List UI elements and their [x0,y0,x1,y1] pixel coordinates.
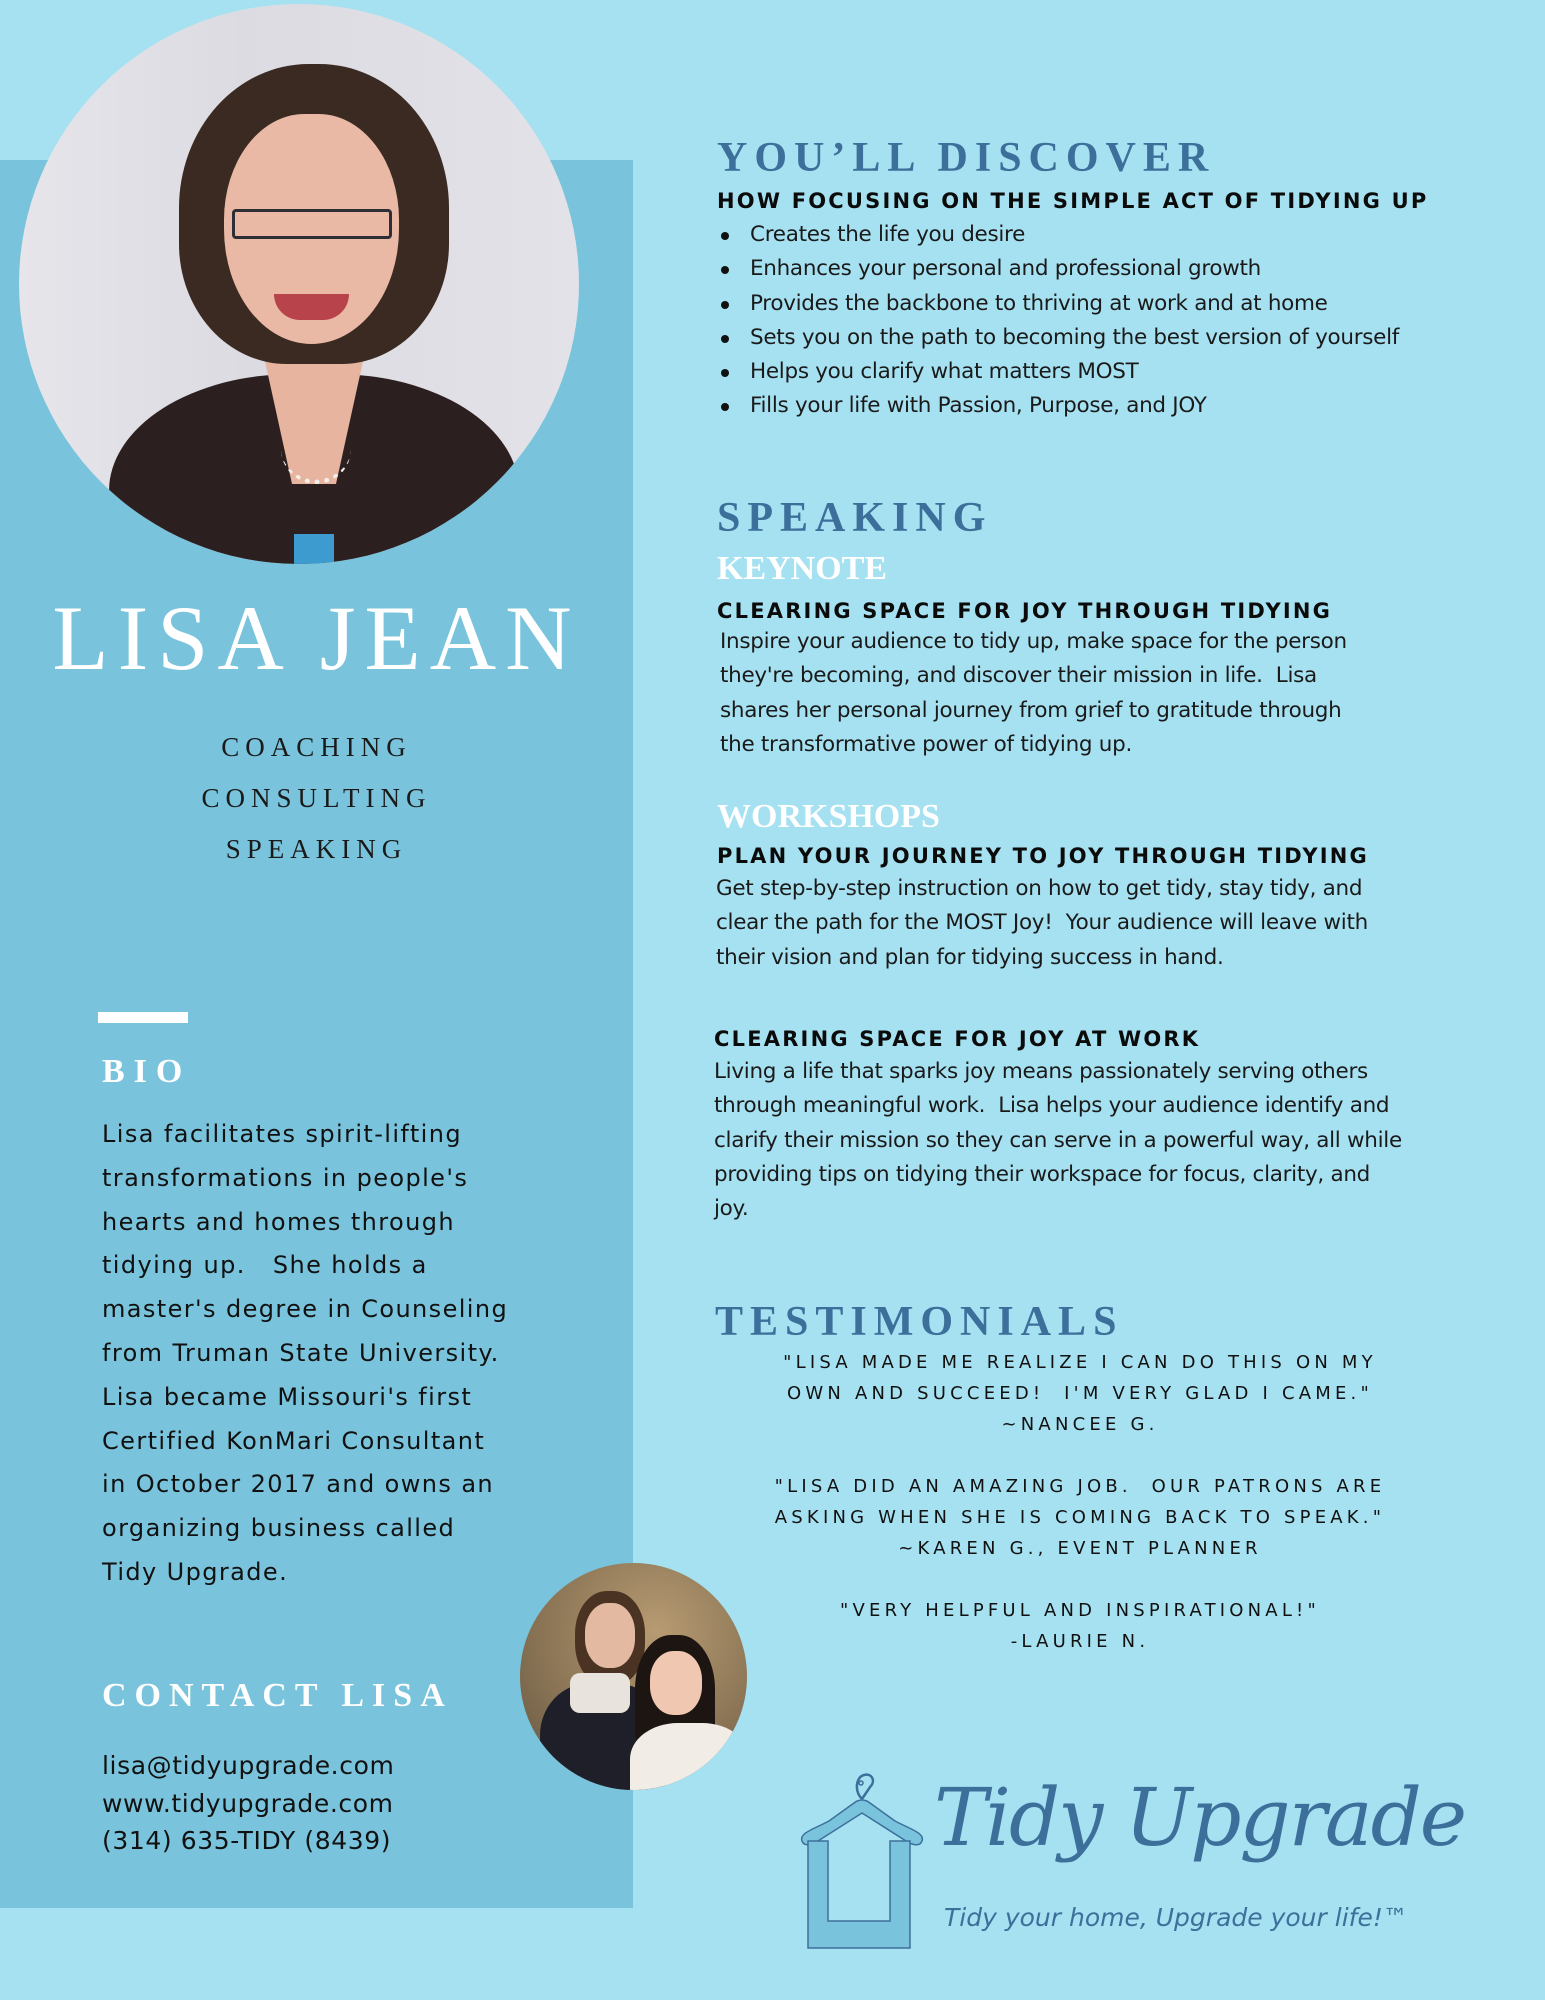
workshops-heading: WORKSHOPS [717,798,940,835]
services-list [0,722,633,875]
bullet-item: Enhances your personal and professional growth [717,252,1399,286]
contact-website-link[interactable]: www.tidyupgrade.com [102,1788,394,1818]
quote-line: "LISA DID AN AMAZING JOB. OUR PATRONS ARE [774,1476,1386,1497]
bio-line: Tidy Upgrade. [102,1557,289,1586]
testimonial [700,1595,1460,1657]
photo-shirt [294,534,334,564]
bullet-item: Fills your life with Passion, Purpose, and JOY [717,389,1399,423]
keynote-description [720,625,1347,762]
bullet-item: Provides the backbone to thriving at work and at home [717,287,1399,321]
bio-text [102,1113,572,1595]
spacer [700,1440,1460,1471]
quote-author: ~NANCEE G. [1001,1414,1159,1435]
text-line: Inspire your audience to tidy up, make space for the person [720,629,1347,654]
contact-info [102,1747,394,1860]
bio-divider [98,1012,188,1023]
profile-name: LISA JEAN [52,587,581,689]
text-line: shares her personal journey from grief to gratitude through [720,697,1342,723]
bio-line: transformations in people's [102,1163,469,1192]
text-line: clear the path for the MOST Joy! Your audience will leave with [716,910,1368,936]
testimonial [700,1347,1460,1440]
discover-bullets [717,218,1399,424]
bullet-item: Helps you clarify what matters MOST [717,355,1399,389]
text-line: clarify their mission so they can serve in a powerful way, all while [714,1127,1402,1153]
text-line: their vision and plan for tidying success in hand. [716,944,1224,970]
workshop-description [714,1055,1402,1226]
quote-line: OWN AND SUCCEED! I'M VERY GLAD I CAME." [787,1383,1373,1404]
glasses-icon [232,209,392,239]
keynote-title: CLEARING SPACE FOR JOY THROUGH TIDYING [717,599,1333,623]
text-line: the transformative power of tidying up. [720,731,1132,757]
bio-line: Lisa became Missouri's first [102,1382,473,1411]
workshop-description [716,872,1368,975]
spacer [700,1564,1460,1595]
text-line: providing tips on tidying their workspace for focus, clarity, and [714,1161,1371,1187]
text-line: through meaningful work. Lisa helps your audience identify and [714,1093,1390,1119]
text-line: joy. [714,1196,749,1222]
service-consulting: CONSULTING [201,783,432,813]
service-speaking: SPEAKING [225,834,408,864]
quote-author: ~KAREN G., EVENT PLANNER [898,1538,1262,1559]
hanger-house-icon [794,1751,924,1951]
bio-heading: BIO [102,1053,192,1090]
testimonials-heading: TESTIMONIALS [715,1299,1124,1345]
contact-email-link[interactable]: lisa@tidyupgrade.com [102,1751,395,1780]
bio-line: Certified KonMari Consultant [102,1426,486,1455]
bio-line: hearts and homes through [102,1207,455,1236]
bullet-item: Creates the life you desire [717,218,1399,252]
speaking-heading: SPEAKING [717,495,993,541]
logo-wordmark: Tidy Upgrade [934,1771,1466,1864]
discover-subheading: HOW FOCUSING ON THE SIMPLE ACT OF TIDYING UP [717,189,1429,213]
bio-line: from Truman State University. [102,1338,500,1367]
text-line: Living a life that sparks joy means passionately serving others [714,1059,1368,1084]
workshop-title: CLEARING SPACE FOR JOY AT WORK [714,1027,1201,1051]
tidy-upgrade-logo [794,1751,1466,1951]
portrait-photo [19,4,579,564]
bio-line: Lisa facilitates spirit-lifting [102,1120,462,1148]
discover-heading: YOU’LL DISCOVER [717,135,1216,181]
text-line: they're becoming, and discover their mission in life. Lisa [720,663,1317,689]
logo-tagline: Tidy your home, Upgrade your life!™ [944,1903,1408,1932]
bullet-item: Sets you on the path to becoming the best version of yourself [717,321,1399,355]
photo2-person2-body [630,1723,747,1790]
workshop-title: PLAN YOUR JOURNEY TO JOY THROUGH TIDYING [717,844,1369,868]
keynote-heading: KEYNOTE [717,550,888,587]
bio-line: master's degree in Counseling [102,1295,509,1324]
bio-line: tidying up. She holds a [102,1251,428,1280]
bio-line: in October 2017 and owns an [102,1470,495,1499]
bio-line: organizing business called [102,1514,456,1543]
testimonial [700,1471,1460,1564]
quote-line: "VERY HELPFUL AND INSPIRATIONAL!" [840,1600,1320,1621]
photo-necklace [281,404,351,484]
testimonials-list [700,1347,1460,1657]
quote-author: -LAURIE N. [1010,1631,1150,1652]
photo2-person1-collar [570,1673,630,1713]
service-coaching: COACHING [221,732,412,762]
photo2-person1-face [585,1603,635,1668]
quote-line: ASKING WHEN SHE IS COMING BACK TO SPEAK." [774,1507,1386,1528]
contact-heading: CONTACT LISA [102,1677,453,1714]
contact-phone[interactable]: (314) 635-TIDY (8439) [102,1826,392,1855]
text-line: Get step-by-step instruction on how to get tidy, stay tidy, and [716,876,1363,901]
photo2-person2-face [650,1651,702,1715]
quote-line: "LISA MADE ME REALIZE I CAN DO THIS ON MY [783,1352,1377,1373]
